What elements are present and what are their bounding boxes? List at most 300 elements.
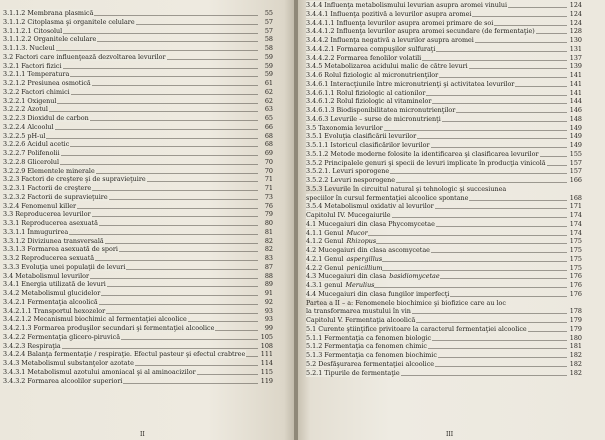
toc-entry — [306, 167, 582, 176]
toc-entry-page-number: 80 — [264, 219, 273, 227]
toc-entry-title — [306, 369, 567, 378]
toc-entry-title — [3, 79, 258, 88]
toc-entry-text: 5.2 Desfăşurarea fermentaţiei alcoolice — [306, 359, 435, 368]
toc-entry-text: 3.4.1 Energia utilizată de levuri — [3, 280, 106, 289]
toc-entry-page-number: 81 — [264, 227, 273, 236]
toc-entry — [3, 18, 273, 27]
toc-entry-title — [306, 54, 567, 63]
toc-entry — [306, 115, 582, 124]
toc-entry-page-number: 69 — [264, 149, 273, 157]
toc-entry — [3, 377, 273, 386]
toc-entry-page-number: 93 — [264, 315, 273, 324]
toc-entry — [306, 202, 582, 211]
toc-entry — [306, 229, 582, 238]
toc-entry — [306, 159, 582, 168]
toc-entry-text: 3.2.3.1 Factorii de creştere — [3, 184, 92, 192]
toc-entry-text: 3.4.2.3 Respiraţia — [3, 341, 61, 350]
toc-entry-title — [3, 62, 258, 71]
toc-entry — [306, 220, 582, 229]
toc-entry-title — [3, 219, 258, 228]
toc-entry-page-number: 182 — [569, 359, 582, 368]
toc-entry-page-number: 82 — [264, 236, 273, 245]
toc-entry — [306, 325, 582, 334]
toc-entry-text: 3.5.1.1 Istoricul clasificărilor levurilor — [306, 141, 430, 149]
toc-entry-page-number: 115 — [260, 367, 273, 376]
toc-entry-text: 5.1 Curente ştiinţifice privitoare la caracterul fermentaţiei alcoolice — [306, 324, 527, 333]
toc-entry-page-number: 157 — [569, 158, 582, 167]
toc-entry-page-number: 114 — [260, 359, 273, 367]
toc-entry-page-number: 89 — [264, 280, 273, 289]
toc-entry — [306, 264, 582, 273]
toc-entry-page-number: 141 — [569, 71, 582, 79]
toc-entry-title — [3, 368, 258, 377]
toc-entry — [306, 237, 582, 246]
toc-entry — [306, 80, 582, 89]
toc-entry-text: 5.1.2 Fermentaţia ca fenomen chimic — [306, 342, 427, 351]
toc-entry-title — [3, 289, 258, 298]
toc-entry-title — [3, 359, 258, 368]
toc-entry-title — [306, 36, 567, 45]
toc-entry — [306, 36, 582, 45]
toc-entry-text: 4.2.2 Genul — [306, 263, 346, 272]
toc-entry-title — [306, 281, 567, 290]
toc-entry-title — [3, 342, 258, 351]
toc-entry — [3, 44, 273, 53]
toc-entry-text: 3.4 Metabolismul levurilor — [3, 271, 90, 280]
toc-entry-page-number: 76 — [264, 201, 273, 210]
toc-entry-page-number: 105 — [260, 332, 273, 341]
toc-entry-text: 3.2.2.3 Dioxidul de carbon — [3, 114, 89, 122]
toc-entry-page-number: 59 — [264, 61, 273, 70]
toc-entry-title — [306, 211, 567, 220]
toc-entry-page-number: 155 — [569, 149, 582, 158]
toc-entry — [3, 105, 273, 114]
toc-entry — [306, 307, 582, 316]
toc-entry-text: 3.2.1.1 Temperatura — [3, 70, 70, 79]
toc-entry-title — [3, 105, 258, 114]
toc-entry-text: 3.2.1.2 Presiunea osmotică — [3, 79, 91, 87]
toc-entry-title — [306, 185, 567, 194]
toc-entry-title — [306, 360, 567, 369]
toc-entry-title — [306, 246, 567, 255]
toc-entry — [3, 359, 273, 368]
toc-entry-text: 3.4.4.1.1 Influenţa levurilor asupra aromei primare de soi — [306, 18, 494, 27]
toc-entry-text: 3.4.3.1 Metabolismul azotului amoniacal şi al aminoacizilor — [3, 367, 196, 376]
toc-entry-page-number: 174 — [569, 219, 582, 228]
right-page — [298, 0, 605, 440]
toc-entry-page-number: 174 — [569, 228, 582, 237]
toc-entry-page-number: 83 — [264, 254, 273, 262]
toc-entry-title — [306, 220, 567, 229]
toc-entry-text: 5.1.3 Fermentaţia ca fenomen biochimic — [306, 351, 437, 359]
toc-entry-title — [3, 53, 258, 62]
toc-entry-title — [3, 245, 258, 254]
toc-entry-text: 4.1.2 Genul — [306, 237, 346, 246]
toc-entry-page-number: 175 — [569, 263, 582, 272]
toc-entry-page-number: 73 — [264, 192, 273, 201]
toc-entry-text: 3.4.6.1 Interacţiunile între micronutrienţi şi activitatea levurilor — [306, 79, 515, 88]
toc-entry-text: 4.2 Mucegaiuri din clasa ascomycetae — [306, 246, 430, 254]
toc-entry-text: 3.2.2.1 Oxigenul — [3, 96, 57, 105]
toc-entry-title — [3, 237, 258, 246]
toc-entry-title — [306, 264, 567, 273]
toc-entry-text: 3.1.1.2.2 Organitele celulare — [3, 35, 97, 44]
toc-entry-text: 3.4.4.2.1 Formarea compuşilor sulfuraţi — [306, 44, 436, 53]
toc-entry-title — [306, 80, 567, 89]
toc-entry-text: 3.3.1.3 Formarea asexuată de spori — [3, 245, 118, 254]
toc-entry-page-number: 141 — [569, 88, 582, 97]
toc-entry-text: 3.3.3 Evoluţia unei populaţii de levuri — [3, 262, 126, 271]
toc-entry-text: 4.4 Mucegaiuri din clasa fungilor imperfecţi — [306, 289, 450, 298]
toc-entry-italic-text: basidiomycetae — [389, 272, 440, 281]
toc-entry — [306, 334, 582, 343]
toc-entry-text: 3.2.2.6 Acidul acetic — [3, 140, 70, 149]
toc-entry — [3, 184, 273, 193]
toc-entry-page-number: 87 — [264, 262, 273, 271]
toc-entry — [3, 228, 273, 237]
toc-entry-text: 3.2.2.7 Polifenolii — [3, 149, 60, 157]
toc-entry-title — [3, 27, 258, 36]
toc-entry — [306, 211, 582, 220]
toc-entry-title — [3, 202, 258, 211]
toc-entry — [306, 132, 582, 141]
toc-entry-text: 3.4.2.4 Balanţa fermentaţie / respiraţie. Efectul pasteur şi efectul crabtree — [3, 350, 246, 359]
toc-entry — [3, 149, 273, 158]
toc-entry-title — [306, 159, 567, 168]
toc-entry-title — [306, 89, 567, 98]
toc-entry-title — [3, 9, 258, 18]
toc-entry-title — [3, 18, 258, 27]
right-page-folio: III — [446, 431, 454, 438]
toc-entry — [3, 280, 273, 289]
toc-entry-text: 3.1.1.2.1 Citosolul — [3, 26, 63, 35]
toc-entry-page-number: 141 — [569, 79, 582, 88]
toc-entry-page-number: 128 — [569, 27, 582, 36]
toc-entry-text: 3.3.1.1 Înmugurirea — [3, 227, 69, 236]
toc-entry — [306, 106, 582, 115]
toc-entry-text: Partea a II – a: Fenomenele biochimice şi biofizice care au loc — [306, 298, 506, 307]
toc-entry-title — [306, 27, 567, 36]
toc-entry-page-number: 181 — [569, 342, 582, 351]
toc-entry-title — [306, 106, 567, 115]
toc-entry-text: 3.2 Factori care influenţează dezvoltarea levurilor — [3, 52, 166, 61]
right-toc-list — [306, 1, 582, 377]
toc-entry-text: 3.1.1.2 Citoplasma şi organitele celulare — [3, 17, 135, 26]
toc-entry — [3, 35, 273, 44]
toc-entry-title — [3, 298, 258, 307]
toc-entry-text: 3.2.3 Factori de creştere şi de supravieţuire — [3, 175, 146, 184]
toc-entry-page-number: 59 — [264, 70, 273, 79]
toc-entry-text: 3.1.1.2 Membrana plasmică — [3, 9, 94, 17]
toc-entry — [306, 255, 582, 264]
toc-entry-page-number: 149 — [569, 123, 582, 132]
toc-entry-text: 3.5.2 Principalele genuri şi specii de levuri implicate în producţia vinicolă — [306, 158, 546, 167]
toc-entry-title — [3, 263, 258, 272]
toc-entry — [3, 298, 273, 307]
toc-entry-title — [3, 333, 258, 342]
toc-entry-page-number: 139 — [569, 62, 582, 71]
toc-entry — [306, 246, 582, 255]
toc-entry — [306, 45, 582, 54]
toc-entry-text: 3.4.4.1 Influenţa pozitivă a levurilor asupra aromei — [306, 9, 472, 18]
toc-entry-text: 3.2.3.2 Factorii de supravieţuire — [3, 192, 108, 201]
toc-entry-title — [306, 290, 567, 299]
toc-entry-italic-text: penicillium — [346, 263, 383, 272]
toc-entry-title — [3, 123, 258, 132]
toc-entry-text: 3.4.3 Metabolismul substanţelor azotate — [3, 359, 134, 367]
toc-entry-title — [306, 334, 567, 343]
toc-entry-title — [3, 70, 258, 79]
toc-entry-text: la transformarea mustului în vin — [306, 307, 411, 316]
toc-entry — [306, 299, 582, 308]
toc-entry — [3, 315, 273, 324]
toc-entry-title — [3, 315, 258, 324]
toc-entry — [306, 89, 582, 98]
toc-entry-title — [306, 272, 567, 281]
toc-entry-text: 5.2.1 Tipurile de fermentaţie — [306, 368, 400, 377]
toc-entry — [306, 351, 582, 360]
toc-entry-title — [3, 350, 258, 359]
toc-entry-page-number: 92 — [264, 297, 273, 306]
toc-entry-title — [306, 167, 567, 176]
toc-entry — [3, 193, 273, 202]
toc-entry — [3, 9, 273, 18]
toc-entry-title — [3, 140, 258, 149]
toc-entry — [3, 140, 273, 149]
toc-entry-page-number: 176 — [569, 289, 582, 298]
toc-entry-page-number: 131 — [569, 44, 582, 53]
toc-entry-title — [3, 114, 258, 123]
toc-entry — [3, 254, 273, 263]
toc-entry-title — [3, 272, 258, 281]
toc-entry-page-number: 124 — [569, 1, 582, 9]
toc-entry-page-number: 62 — [264, 96, 273, 105]
toc-entry — [306, 290, 582, 299]
toc-entry-text: 3.1.1.3. Nucleul — [3, 44, 55, 52]
toc-entry — [306, 62, 582, 71]
toc-entry-text: 3.3.2 Reproducerea sexuată — [3, 254, 95, 262]
toc-entry-title — [3, 175, 258, 184]
toc-entry-page-number: 66 — [264, 122, 273, 131]
toc-entry — [306, 194, 582, 203]
toc-entry-title — [306, 132, 567, 141]
toc-entry — [3, 158, 273, 167]
toc-entry-page-number: 179 — [569, 316, 582, 324]
toc-entry — [306, 1, 582, 10]
toc-entry-page-number: 82 — [264, 245, 273, 254]
toc-entry — [306, 71, 582, 80]
toc-entry — [306, 97, 582, 106]
toc-entry-title — [3, 184, 258, 193]
toc-entry-page-number: 61 — [264, 79, 273, 87]
toc-entry-title — [306, 19, 567, 28]
toc-entry — [3, 27, 273, 36]
toc-entry-text: 3.4.6.1.1 Rolul fiziologic al cationilor — [306, 88, 426, 97]
toc-entry — [3, 245, 273, 254]
toc-entry-page-number: 175 — [569, 246, 582, 254]
toc-entry — [3, 97, 273, 106]
toc-entry-text: 3.3.1 Reproducerea asexuată — [3, 219, 98, 227]
toc-entry-page-number: 79 — [264, 210, 273, 219]
toc-entry — [3, 132, 273, 141]
toc-entry-page-number: 65 — [264, 114, 273, 122]
toc-entry — [3, 202, 273, 211]
toc-entry-text: 3.2.2.9 Elementele minerale — [3, 166, 95, 175]
toc-entry-page-number: 175 — [569, 237, 582, 246]
toc-entry — [306, 141, 582, 150]
toc-entry-text: 3.4.2.1.2 Mecanismul biochimic al fermentaţiei alcoolice — [3, 315, 187, 324]
toc-entry-text: 4.1 Mucegaiuri din clasa Phycomycetae — [306, 219, 435, 228]
toc-entry — [306, 185, 582, 194]
toc-entry-italic-text: Rhizopus — [346, 237, 377, 246]
toc-entry-text: 4.1.1 Genul — [306, 228, 346, 237]
toc-entry-text: 5.1.1 Fermentaţia ca fenomen biologic — [306, 333, 432, 342]
toc-entry-text: 3.2.2.2 Azotul — [3, 105, 48, 114]
toc-entry-title — [306, 1, 567, 10]
toc-entry — [3, 62, 273, 71]
toc-entry-page-number: 168 — [569, 193, 582, 202]
left-toc-list — [3, 9, 273, 385]
toc-entry-page-number: 108 — [260, 341, 273, 350]
toc-entry-page-number: 111 — [260, 350, 273, 359]
toc-entry-page-number: 137 — [569, 53, 582, 62]
toc-entry-page-number: 175 — [569, 254, 582, 263]
left-page — [0, 0, 296, 440]
toc-entry-title — [3, 377, 258, 386]
toc-entry-italic-text: aspergillus — [346, 254, 383, 263]
toc-entry-title — [3, 132, 258, 141]
toc-entry-title — [306, 342, 567, 351]
toc-entry-page-number: 180 — [569, 333, 582, 342]
toc-entry-title — [306, 115, 567, 124]
toc-entry — [3, 219, 273, 228]
toc-entry-text: 3.2.2.5 pH-ul — [3, 131, 46, 140]
toc-entry-title — [3, 307, 258, 316]
toc-entry-page-number: 149 — [569, 132, 582, 141]
toc-entry-text: 3.4.4 Influenţa metabolismului levurian asupra aromei vinului — [306, 1, 508, 9]
toc-entry-text: 3.4.4.2 Influenţa negativă a levurilor asupra aromei — [306, 36, 474, 44]
toc-entry — [306, 150, 582, 159]
toc-entry — [306, 10, 582, 19]
toc-entry-text: 3.4.6 Rolul fiziologic al micronutrienţilor — [306, 71, 439, 79]
toc-entry — [3, 114, 273, 123]
toc-entry-title — [3, 149, 258, 158]
toc-entry-title — [306, 71, 567, 80]
toc-entry-text: 3.3 Reproducerea levurilor — [3, 210, 91, 219]
toc-entry-title — [306, 176, 567, 185]
toc-entry-page-number: 68 — [264, 131, 273, 140]
toc-entry-page-number: 157 — [569, 167, 582, 176]
toc-entry-text: 3.4.3.2 Formarea alcoolilor superiori — [3, 376, 123, 385]
toc-entry-title — [306, 229, 567, 238]
toc-entry-text: 3.2.1 Factori fizici — [3, 61, 62, 70]
toc-entry-text: 3.4.6.3 Levurile – surse de micronutrienţi — [306, 114, 441, 123]
toc-entry-page-number: 91 — [264, 289, 273, 297]
toc-entry — [3, 167, 273, 176]
toc-entry-title — [306, 141, 567, 150]
toc-entry-text: 3.5.2.1. Levuri sporogene — [306, 167, 390, 176]
toc-entry-page-number: 149 — [569, 141, 582, 149]
toc-entry — [3, 237, 273, 246]
toc-entry-text: Capitolul IV. Mucegaiurile — [306, 211, 391, 219]
toc-entry-page-number: 174 — [569, 211, 582, 219]
toc-entry-text: 3.4.4.2.2 Formarea fenolilor volatili — [306, 53, 422, 62]
toc-entry-page-number: 179 — [569, 324, 582, 333]
toc-entry — [3, 175, 273, 184]
toc-entry — [306, 272, 582, 281]
toc-entry-page-number: 58 — [264, 35, 273, 44]
toc-entry-text: 3.2.2.4 Alcoolul — [3, 122, 54, 131]
toc-entry-page-number: 70 — [264, 166, 273, 175]
toc-entry-text: 3.5 Taxonomia levurilor — [306, 123, 383, 132]
toc-entry-title — [306, 62, 567, 71]
toc-entry — [3, 333, 273, 342]
toc-entry-page-number: 124 — [569, 9, 582, 18]
toc-entry — [306, 369, 582, 378]
toc-entry-title — [306, 202, 567, 211]
toc-entry — [3, 307, 273, 316]
toc-entry-text: 4.3.1 genul — [306, 281, 345, 289]
toc-entry-title — [3, 193, 258, 202]
toc-entry-text: 3.4.2.2 Fermentaţia glicero-piruvică — [3, 332, 121, 341]
toc-entry-page-number: 71 — [264, 175, 273, 184]
toc-entry-page-number: 178 — [569, 307, 582, 316]
toc-entry-page-number: 93 — [264, 306, 273, 315]
toc-entry-title — [3, 88, 258, 97]
toc-entry-title — [306, 194, 567, 203]
toc-entry-title — [3, 280, 258, 289]
toc-entry-title — [306, 45, 567, 54]
toc-entry-text: 3.4.2 Metabolismul glucidelor — [3, 289, 101, 297]
toc-entry-title — [306, 150, 567, 159]
toc-entry-title — [306, 10, 567, 19]
toc-entry — [3, 123, 273, 132]
toc-entry-page-number: 124 — [569, 18, 582, 27]
toc-entry-page-number: 57 — [264, 17, 273, 26]
toc-entry — [3, 210, 273, 219]
toc-entry — [3, 79, 273, 88]
toc-entry-page-number: 176 — [569, 281, 582, 289]
toc-entry — [306, 27, 582, 36]
toc-entry — [3, 272, 273, 281]
toc-entry-page-number: 148 — [569, 114, 582, 123]
toc-entry-page-number: 88 — [264, 271, 273, 280]
toc-entry-title — [3, 44, 258, 53]
toc-entry — [3, 70, 273, 79]
toc-entry-page-number: 166 — [569, 176, 582, 184]
toc-entry-title — [3, 228, 258, 237]
toc-entry-page-number: 171 — [569, 202, 582, 211]
toc-entry-page-number: 130 — [569, 36, 582, 44]
toc-entry-title — [306, 316, 567, 325]
toc-entry-title — [306, 255, 567, 264]
toc-entry — [306, 316, 582, 325]
toc-entry-title — [3, 167, 258, 176]
toc-entry-page-number: 182 — [569, 351, 582, 359]
toc-entry-page-number: 63 — [264, 105, 273, 114]
toc-entry-title — [306, 124, 567, 133]
toc-entry-text: 3.3.1.2 Diviziunea transversală — [3, 236, 104, 245]
toc-entry-text: speciilor în cursul fermentaţiei alcoolice spontane — [306, 193, 469, 202]
toc-entry-text: 4.3 Mucegaiuri din clasa — [306, 272, 389, 281]
toc-entry-title — [306, 299, 567, 308]
toc-entry-text: 3.4.5 Metabolizarea acidului malic de către levuri — [306, 62, 468, 71]
toc-entry-italic-text: Merulius — [345, 281, 375, 289]
toc-entry-text: 3.4.6.1.2 Rolul fiziologic al vitaminelor — [306, 97, 432, 106]
toc-entry-title — [306, 325, 567, 334]
toc-entry-title — [306, 237, 567, 246]
toc-entry-title — [306, 97, 567, 106]
